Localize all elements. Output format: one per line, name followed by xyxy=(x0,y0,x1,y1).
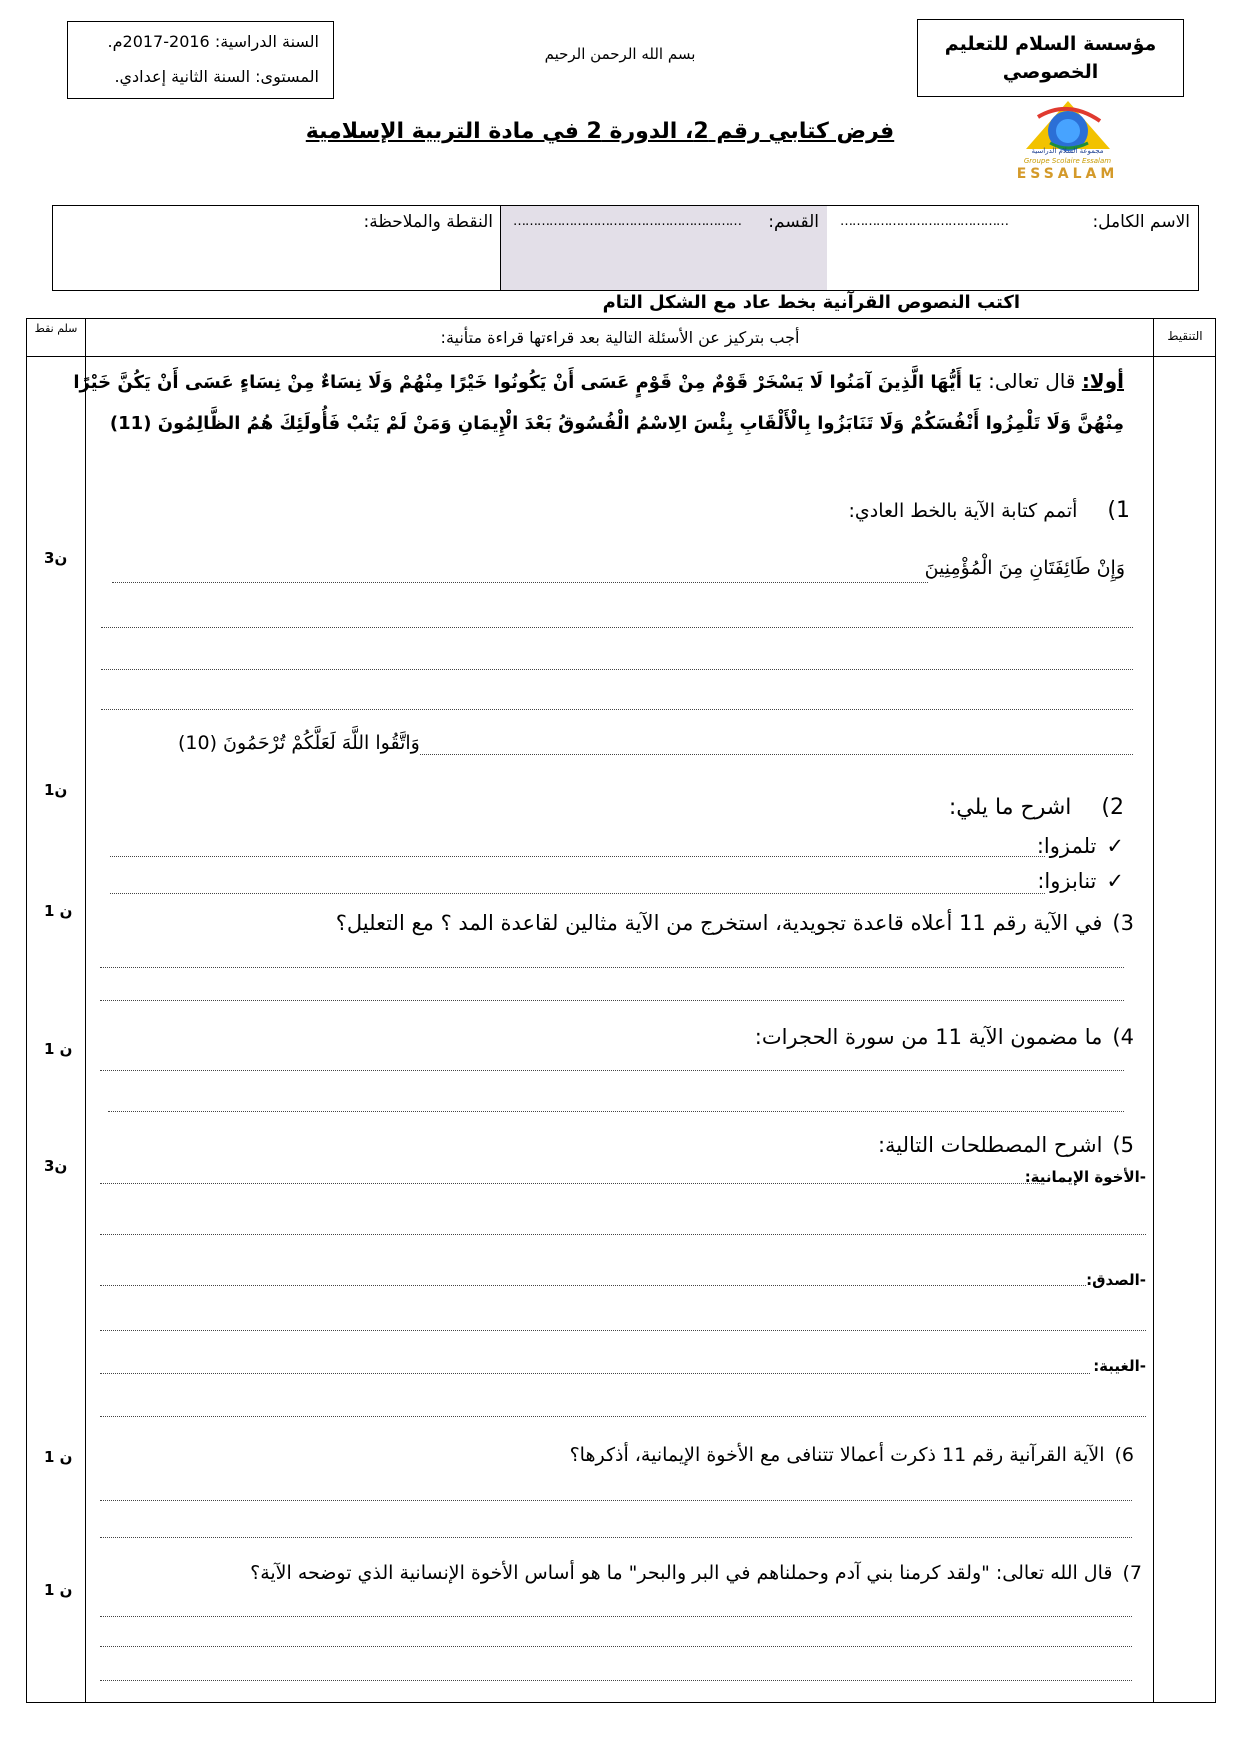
q6-points: 1 ن xyxy=(44,1448,73,1466)
school-year: السنة الدراسية: 2016-2017م. xyxy=(107,32,319,51)
table-header-instruction: أجب بتركيز عن الأسئلة التالية بعد قراءتها قراءة متأنية: xyxy=(440,328,800,347)
q3-points: 1 ن xyxy=(44,902,73,920)
logo-text-essalam: ESSALAM xyxy=(1016,166,1119,182)
school-name-box xyxy=(917,19,1184,97)
verse-intro: قال تعالى: xyxy=(988,369,1076,393)
q5-text xyxy=(534,1133,1134,1157)
check-icon: ✓ xyxy=(1106,834,1124,858)
q5-term-1-line-1[interactable] xyxy=(100,1183,1040,1184)
class-dots[interactable]: ………………………………………………… xyxy=(513,214,741,229)
q2-item-1-label: تلمزوا: xyxy=(1036,834,1097,858)
q2-item-2 xyxy=(824,869,1124,893)
instruction: اكتب النصوص القرآنية بخط عاد مع الشكل التام xyxy=(602,292,1020,313)
verse-line-2: مِنْهُنَّ وَلَا تَلْمِزُوا أَنْفُسَكُمْ وَلَا تَنَابَزُوا بِالْأَلْقَابِ بِئْسَ الِاسْمُ الْفُسُوقُ بَعْدَ الْإِيمَانِ وَمَنْ لَمْ يَتُبْ فَأُولَئِكَ هُمُ الظَّالِمُونَ (11) xyxy=(109,413,1124,434)
q7-text xyxy=(142,1562,1142,1584)
header-row-divider xyxy=(27,356,1215,357)
q7-points: 1 ن xyxy=(44,1581,73,1599)
q1-verse-end: وَاتَّقُوا اللَّهَ لَعَلَّكُمْ تُرْحَمُونَ (10) xyxy=(178,732,420,754)
q3-number: 3) xyxy=(1112,911,1134,935)
q1-number: 1) xyxy=(1107,498,1130,523)
school-name: مؤسسة السلام للتعليم الخصوصي xyxy=(944,33,1157,83)
class-label: القسم: xyxy=(768,212,819,232)
grading-column-divider xyxy=(1153,319,1154,1702)
verse-line-1 xyxy=(73,369,1124,393)
q7-answer-line-2[interactable] xyxy=(100,1646,1132,1647)
q2-answer-line-1[interactable] xyxy=(110,856,1045,857)
q5-term-2-line-2[interactable] xyxy=(100,1330,1146,1331)
q1-answer-line-1[interactable] xyxy=(112,582,928,583)
q5-points: 3ن xyxy=(44,1157,68,1175)
q5-label: اشرح المصطلحات التالية: xyxy=(877,1133,1103,1157)
q2-text xyxy=(524,795,1124,820)
q1-verse-start: وَإِنْ طَائِفَتَانِ مِنَ الْمُؤْمِنِينَ xyxy=(924,557,1125,579)
full-name-cell xyxy=(825,206,1198,290)
q3-text xyxy=(134,911,1134,935)
q2-answer-line-2[interactable] xyxy=(110,893,1045,894)
col-grading-header: التنقيط xyxy=(1167,329,1203,343)
exam-table xyxy=(26,318,1216,1703)
full-name-label: الاسم الكامل: xyxy=(1092,212,1190,232)
q4-answer-line-1[interactable] xyxy=(100,1070,1124,1071)
student-info-box xyxy=(52,205,1199,291)
q4-text xyxy=(234,1025,1134,1049)
q6-number: 6) xyxy=(1114,1444,1134,1466)
q6-answer-line-1[interactable] xyxy=(100,1500,1132,1501)
exam-title: فرض كتابي رقم 2، الدورة 2 في مادة التربية الإسلامية xyxy=(305,119,895,144)
q2-label: اشرح ما يلي: xyxy=(948,795,1072,820)
verse-text-1: يَا أَيُّهَا الَّذِينَ آمَنُوا لَا يَسْخَرْ قَوْمٌ مِنْ قَوْمٍ عَسَى أَنْ يَكُونُوا خَيْرًا مِنْهُمْ وَلَا نِسَاءٌ مِنْ نِسَاءٍ عَسَى أَنْ يَكُنَّ خَيْرًا xyxy=(73,372,982,393)
q2-item-2-label: تنابزوا: xyxy=(1037,869,1097,893)
q5-term-1-line-2[interactable] xyxy=(100,1234,1146,1235)
q1-answer-line-5[interactable] xyxy=(420,754,1133,755)
full-name-dots[interactable]: …………………………………… xyxy=(840,214,1008,229)
section-label: أولا: xyxy=(1081,369,1124,393)
q7-answer-line-3[interactable] xyxy=(100,1680,1132,1681)
q5-term-2-line-1[interactable] xyxy=(100,1285,1086,1286)
basmala: بسم الله الرحمن الرحيم xyxy=(544,45,696,63)
year-level-box xyxy=(67,21,334,99)
q5-term-3-line-2[interactable] xyxy=(100,1416,1146,1417)
q7-answer-line-1[interactable] xyxy=(100,1616,1132,1617)
grade-note-label: النقطة والملاحظة: xyxy=(363,212,493,232)
q7-number: 7) xyxy=(1122,1562,1142,1584)
q4-number: 4) xyxy=(1112,1025,1134,1049)
q5-number: 5) xyxy=(1112,1133,1134,1157)
q1-text xyxy=(230,498,1130,523)
q1-answer-line-3[interactable] xyxy=(101,669,1133,670)
q2-points: 1ن xyxy=(44,781,68,799)
q1-points: 3ن xyxy=(44,549,68,567)
q1-label: أتمم كتابة الآية بالخط العادي: xyxy=(848,500,1078,522)
q2-number: 2) xyxy=(1101,795,1124,820)
q2-item-1 xyxy=(824,834,1124,858)
q6-answer-line-2[interactable] xyxy=(100,1537,1132,1538)
check-icon: ✓ xyxy=(1106,869,1124,893)
q6-text xyxy=(134,1444,1134,1466)
scale-column-divider xyxy=(85,319,86,1702)
q1-answer-line-2[interactable] xyxy=(101,627,1133,628)
level: المستوى: السنة الثانية إعدادي. xyxy=(114,67,319,86)
class-cell xyxy=(500,206,827,290)
q5-term-3: -الغيبة: xyxy=(1093,1357,1146,1375)
q5-term-2: -الصدق: xyxy=(1086,1271,1146,1289)
q5-term-3-line-1[interactable] xyxy=(100,1373,1090,1374)
q5-term-1: -الأخوة الإيمانية: xyxy=(1024,1168,1146,1186)
col-scale-header: سلم نقط xyxy=(34,322,78,335)
q3-answer-line-2[interactable] xyxy=(100,1000,1124,1001)
school-logo xyxy=(1000,99,1135,184)
q6-label: الآية القرآنية رقم 11 ذكرت أعمالا تتنافى مع الأخوة الإيمانية، أذكرها؟ xyxy=(569,1444,1105,1466)
q3-label: في الآية رقم 11 أعلاه قاعدة تجويدية، استخرج من الآية مثالين لقاعدة المد ؟ مع التعليل؟ xyxy=(335,911,1103,935)
q4-answer-line-2[interactable] xyxy=(108,1111,1124,1112)
logo-text-fr: Groupe Scolaire Essalam xyxy=(1023,157,1112,165)
q3-answer-line-1[interactable] xyxy=(100,967,1124,968)
q7-label: قال الله تعالى: "ولقد كرمنا بني آدم وحملناهم في البر والبحر" ما هو أساس الأخوة الإنسانية الذي توضحه الآية؟ xyxy=(250,1562,1113,1584)
q1-answer-line-4[interactable] xyxy=(101,709,1133,710)
q4-label: ما مضمون الآية 11 من سورة الحجرات: xyxy=(754,1025,1103,1049)
q4-points: 1 ن xyxy=(44,1040,73,1058)
logo-text-ar: مجموعة السلام الدراسية xyxy=(1031,147,1104,155)
